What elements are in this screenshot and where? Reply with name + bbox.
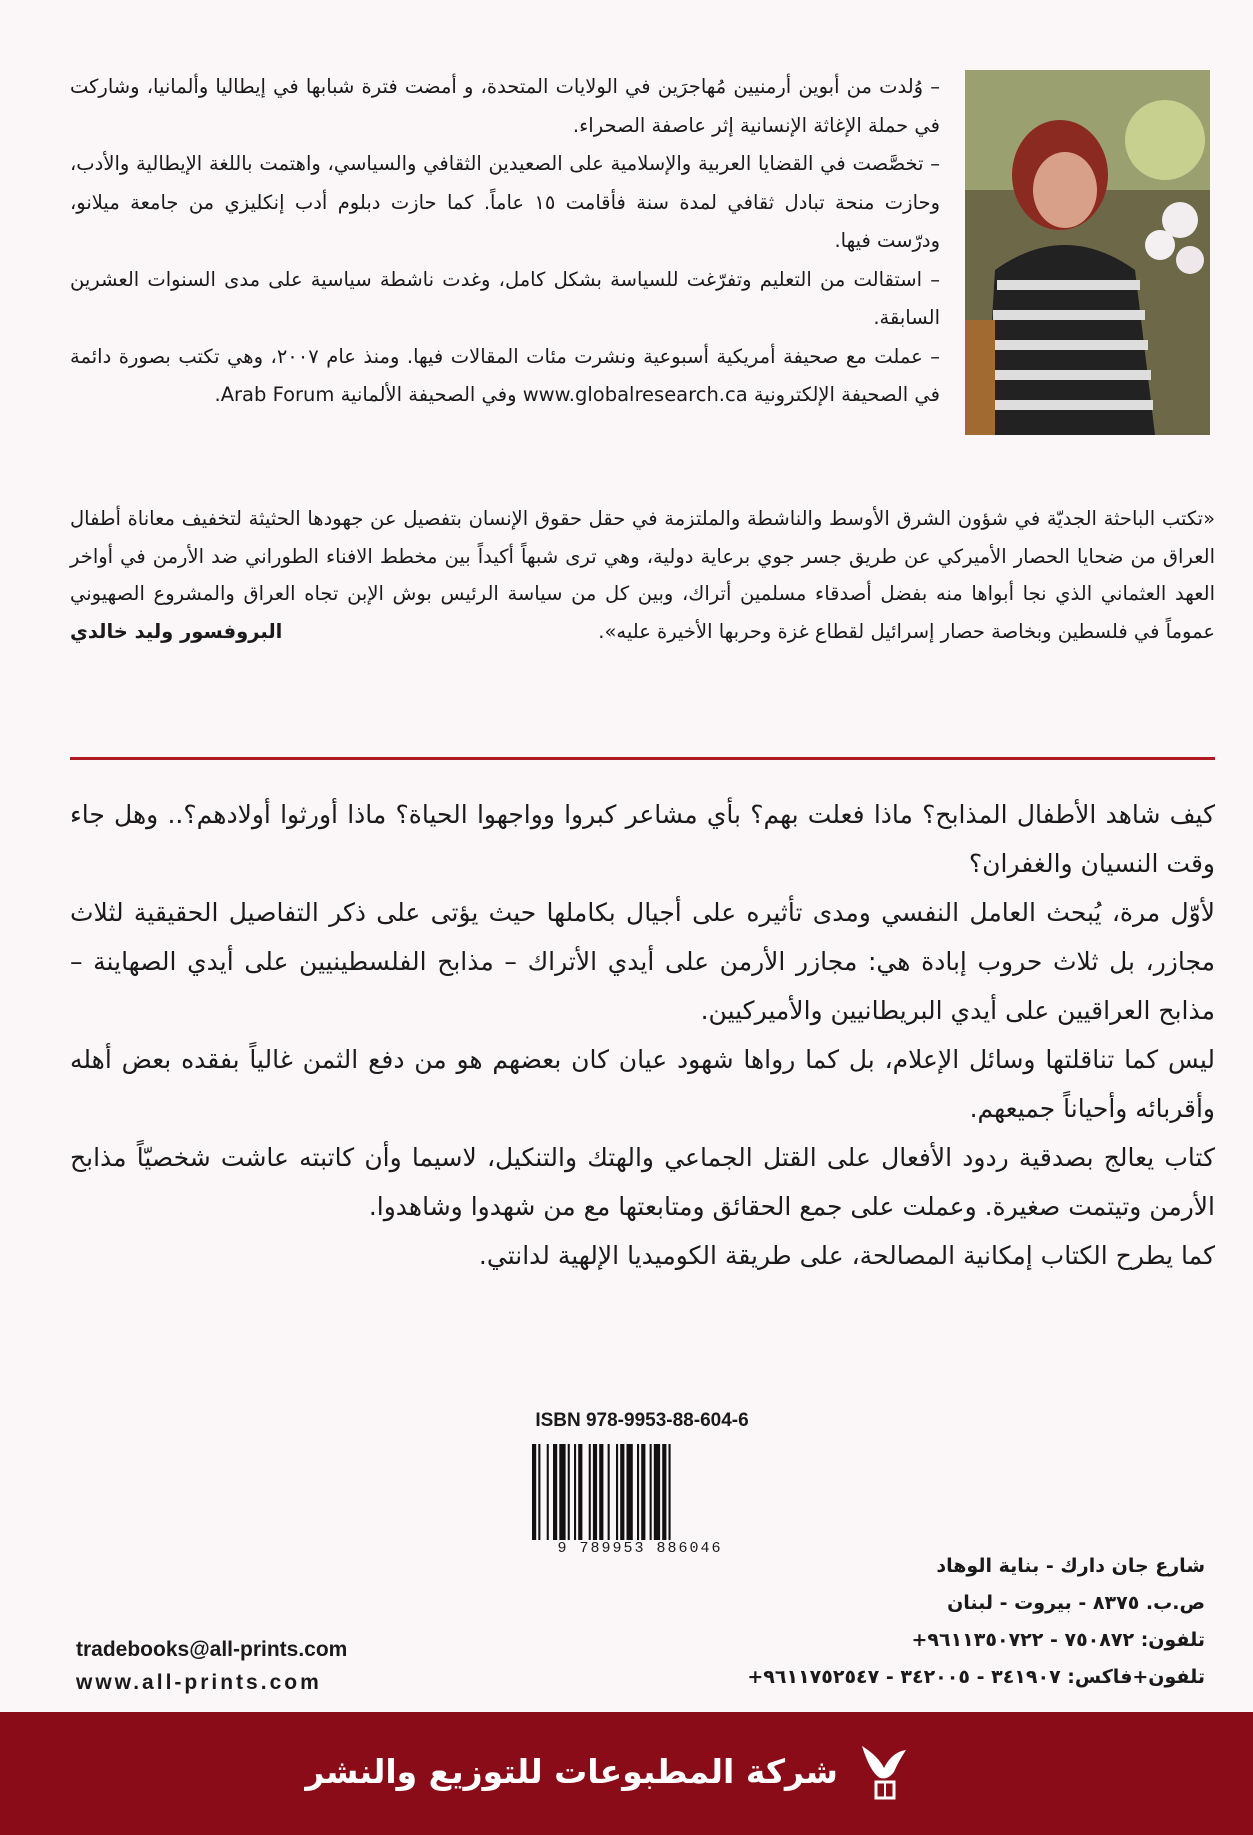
author-bio: [70, 68, 940, 415]
barcode-bar: [599, 1444, 603, 1544]
bio-item: – وُلدت من أبوين أرمنيين مُهاجرَين في الولايات المتحدة، و أمضت فترة شبابها في إيطاليا وألمانيا، وشاركت في حملة الإغاثة الإنسانية إثر عاصفة الصحراء.: [70, 75, 940, 137]
address-line: ص.ب. ٨٣٧٥ - بيروت - لبنان: [947, 1592, 1205, 1614]
bio-item: – عملت مع صحيفة أمريكية أسبوعية ونشرت مئات المقالات فيها. ومنذ عام ٢٠٠٧، وهي تكتب بصورة دائمة في الصحيفة الإلكترونية www.globalresearch.ca وفي الصحيفة الألمانية Arab Forum.: [70, 344, 941, 406]
description-paragraph: ليس كما تناقلتها وسائل الإعلام، بل كما رواها شهود عيان كان بعضهم هو من دفع الثمن غالياً بفقده بعض أهله وأقربائه وأحياناً جميعهم.: [70, 1045, 1215, 1123]
barcode-bar: [559, 1444, 565, 1544]
quote-author: البروفسور وليد خالدي: [70, 619, 283, 643]
barcode-bar: [574, 1444, 576, 1544]
description-paragraph: لأوّل مرة، يُبحث العامل النفسي ومدى تأثيره على أجيال بكاملها حيث يؤتى على ذكر التفاصيل الحقيقية لثلاث مجازر، بل ثلاث حروب إبادة هي: مجازر الأرمن على أيدي الأتراك – مذابح الفلسطينيين على أيدي الصهاينة – مذابح العراقيين على أيدي البريطانيين والأميركيين.: [70, 898, 1215, 1025]
endorsement-quote: [70, 500, 1215, 650]
barcode-bar: [568, 1444, 570, 1544]
barcode-bar: [620, 1444, 624, 1544]
barcode-bar: [616, 1444, 618, 1544]
barcode-bar: [608, 1444, 610, 1544]
bio-item: – استقالت من التعليم وتفرّغت للسياسة بشكل كامل، وغدت ناشطة سياسية على مدى السنوات العشرين السابقة.: [70, 267, 940, 329]
quote-text: «تكتب الباحثة الجديّة في شؤون الشرق الأوسط والناشطة والملتزمة في حقل حقوق الإنسان بتفصيل عن جهودها الحثيثة لتخفيف معاناة أطفال العراق من ضحايا الحصار الأميركي عن طريق جسر جوي برعاية دولية، وهي ترى شبهاً أكيداً بين مخطط الافناء الطوراني ضد الأرمن في أواخر العهد العثماني الذي نجا أبواها منه بفضل أصدقاء مسلمين أتراك، وبين كل من سياسة الرئيس بوش الإبن تجاه العراق والمشروع الصهيوني عموماً في فلسطين وبخاصة حصار إسرائيل لقطاع غزة وحربها الأخيرة عليه».: [70, 507, 1215, 643]
isbn-label: ISBN 978-9953-88-604-6: [535, 1410, 749, 1431]
barcode: [528, 1444, 750, 1544]
publisher-address: [645, 1548, 1205, 1696]
barcode-bar: [654, 1444, 660, 1544]
author-photo: [965, 70, 1210, 435]
description-paragraph: كيف شاهد الأطفال المذابح؟ ماذا فعلت بهم؟ بأي مشاعر كبروا وواجهوا الحياة؟ ماذا أورثوا أولادهم؟.. وهل جاء وقت النسيان والغفران؟: [70, 800, 1215, 878]
barcode-bar: [547, 1444, 549, 1544]
publisher-name: شركة المطبوعات للتوزيع والنشر: [305, 1752, 838, 1791]
description-paragraph: كما يطرح الكتاب إمكانية المصالحة، على طريقة الكوميديا الإلهية لدانتي.: [478, 1241, 1215, 1270]
barcode-bar: [637, 1444, 639, 1544]
divider: [70, 757, 1215, 760]
barcode-bar: [553, 1444, 557, 1544]
barcode-bar: [593, 1444, 597, 1544]
barcode-bar: [532, 1444, 536, 1544]
barcode-bar: [538, 1444, 540, 1544]
barcode-bar: [669, 1444, 671, 1544]
barcode-number: 9 789953 886046: [525, 1540, 755, 1557]
email-link[interactable]: tradebooks@all-prints.com: [76, 1638, 348, 1661]
bio-item: – تخصَّصت في القضايا العربية والإسلامية على الصعيدين الثقافي والسياسي، واهتمت باللغة الإيطالية والأدب، وحازت منحة تبادل ثقافي لمدة سنة فأقامت ١٥ عاماً. كما حازت دبلوم أدب إنكليزي من جامعة ميلانو، ودرّست فيها.: [70, 152, 940, 252]
description-paragraph: كتاب يعالج بصدقية ردود الأفعال على القتل الجماعي والهتك والتنكيل، لاسيما وأن كاتبته عاشت شخصيّاً مذابح الأرمن وتيتمت صغيرة. وعملت على جمع الحقائق ومتابعتها مع من شهدوا وشاهدوا.: [70, 1143, 1215, 1221]
barcode-bar: [578, 1444, 582, 1544]
barcode-bar: [627, 1444, 633, 1544]
address-line: تلفون: ٧٥٠٨٧٢ - ٩٦١١٣٥٠٧٢٢+: [911, 1629, 1205, 1651]
barcode-bar: [662, 1444, 666, 1544]
bird-logo-icon: [858, 1742, 910, 1802]
publisher-contact: [76, 1633, 347, 1699]
book-description: [70, 790, 1215, 1280]
barcode-bar: [589, 1444, 591, 1544]
barcode-bar: [641, 1444, 645, 1544]
website-link[interactable]: www.all-prints.com: [76, 1671, 322, 1694]
address-line: تلفون+فاكس: ٣٤١٩٠٧ - ٣٤٢٠٠٥ - ٩٦١١٧٥٢٥٤٧+: [747, 1666, 1205, 1688]
address-line: شارع جان دارك - بناية الوهاد: [936, 1555, 1205, 1577]
barcode-bar: [650, 1444, 652, 1544]
